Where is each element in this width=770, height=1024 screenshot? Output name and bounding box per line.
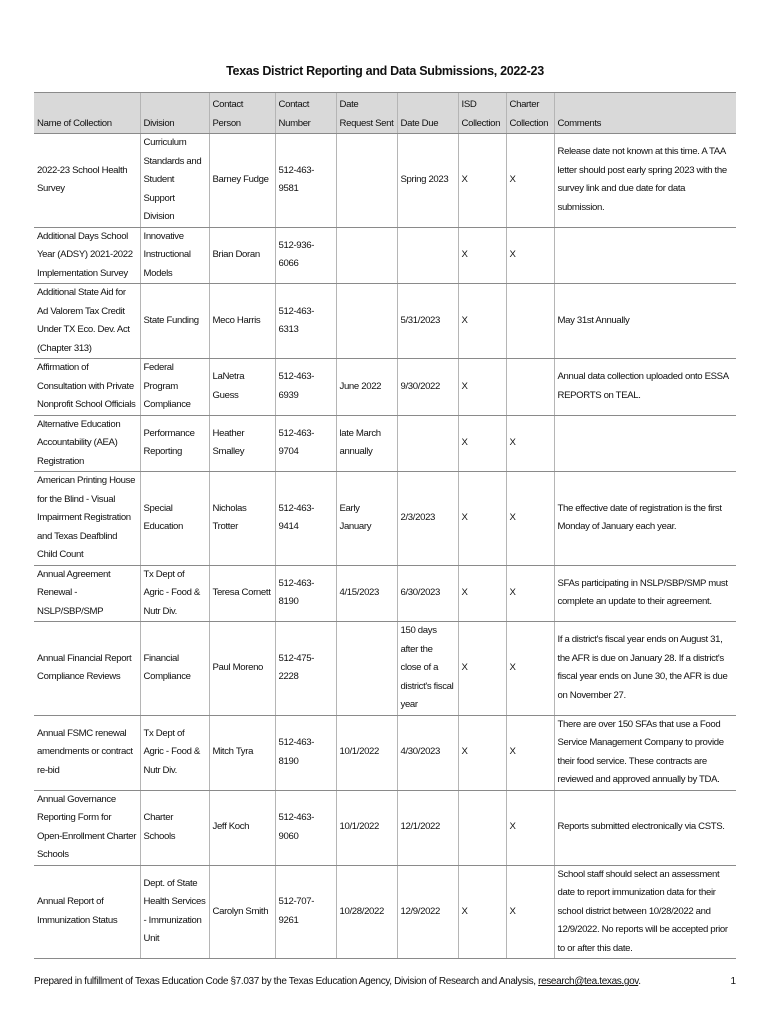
cell-name: Alternative Education Accountability (AEA) Registration [34,415,140,472]
cell-contact-number: 512-463-8190 [275,565,336,622]
cell-comments: Reports submitted electronically via CSTS. [554,790,736,865]
page-footer [34,976,736,987]
submissions-table [34,92,736,959]
table-row [34,359,736,416]
cell-division: Tx Dept of Agric - Food & Nutr Div. [140,715,209,790]
cell-comments: May 31st Annually [554,284,736,359]
cell-date-due [397,415,458,472]
cell-contact-person: Nicholas Trotter [209,472,275,566]
table-row [34,227,736,284]
cell-division: Charter Schools [140,790,209,865]
table-row [34,415,736,472]
cell-date-request-sent [336,227,397,284]
cell-contact-person: Mitch Tyra [209,715,275,790]
cell-contact-number: 512-463-6939 [275,359,336,416]
cell-division: Performance Reporting [140,415,209,472]
cell-date-request-sent: 10/1/2022 [336,715,397,790]
document-title: Texas District Reporting and Data Submissions, 2022-23 [226,64,544,78]
table-row [34,472,736,566]
cell-isd-collection [458,790,506,865]
cell-date-request-sent: June 2022 [336,359,397,416]
cell-contact-person: Brian Doran [209,227,275,284]
cell-name: Affirmation of Consultation with Private Nonprofit School Officials [34,359,140,416]
footer-end: . [638,976,641,987]
cell-charter-collection: X [506,227,554,284]
cell-date-request-sent: 10/1/2022 [336,790,397,865]
cell-contact-number: 512-707-9261 [275,865,336,959]
cell-date-request-sent: late March annually [336,415,397,472]
table-row [34,134,736,228]
cell-name: Annual FSMC renewal amendments or contract re-bid [34,715,140,790]
cell-isd-collection: X [458,359,506,416]
cell-date-request-sent: 10/28/2022 [336,865,397,959]
cell-charter-collection: X [506,415,554,472]
cell-contact-number: 512-475-2228 [275,622,336,716]
cell-date-due: 12/9/2022 [397,865,458,959]
cell-contact-number: 512-463-8190 [275,715,336,790]
header-isd-collection: ISD Collection [458,93,506,134]
cell-contact-person: Meco Harris [209,284,275,359]
cell-division: Special Education [140,472,209,566]
cell-contact-number: 512-463-6313 [275,284,336,359]
cell-contact-number: 512-463-9060 [275,790,336,865]
cell-isd-collection: X [458,622,506,716]
cell-contact-person: Paul Moreno [209,622,275,716]
cell-contact-person: Jeff Koch [209,790,275,865]
cell-comments: Release date not known at this time. A TAA letter should post early spring 2023 with the survey link and due date for data submission. [554,134,736,228]
table-row [34,790,736,865]
cell-contact-number: 512-463-9414 [275,472,336,566]
header-contact-person: Contact Person [209,93,275,134]
contact-email-link[interactable]: research@tea.texas.gov [538,976,639,987]
cell-contact-person: LaNetra Guess [209,359,275,416]
header-date-request-sent: Date Request Sent [336,93,397,134]
cell-isd-collection: X [458,415,506,472]
table-row [34,622,736,716]
cell-contact-person: Teresa Cornett [209,565,275,622]
cell-division: Innovative Instructional Models [140,227,209,284]
cell-isd-collection: X [458,284,506,359]
cell-charter-collection: X [506,790,554,865]
cell-date-request-sent: Early January [336,472,397,566]
cell-contact-person: Carolyn Smith [209,865,275,959]
cell-isd-collection: X [458,134,506,228]
cell-isd-collection: X [458,472,506,566]
cell-date-request-sent [336,622,397,716]
cell-division: Curriculum Standards and Student Support Division [140,134,209,228]
cell-name: 2022-23 School Health Survey [34,134,140,228]
cell-comments [554,415,736,472]
cell-contact-person: Heather Smalley [209,415,275,472]
header-date-due: Date Due [397,93,458,134]
cell-contact-number: 512-463-9704 [275,415,336,472]
cell-date-request-sent [336,134,397,228]
header-contact-number: Contact Number [275,93,336,134]
cell-charter-collection: X [506,134,554,228]
header-division: Division [140,93,209,134]
cell-comments: The effective date of registration is the first Monday of January each year. [554,472,736,566]
table-row [34,284,736,359]
table-row [34,865,736,959]
cell-date-due: 5/31/2023 [397,284,458,359]
cell-contact-number: 512-936-6066 [275,227,336,284]
cell-division: Tx Dept of Agric - Food & Nutr Div. [140,565,209,622]
cell-charter-collection: X [506,565,554,622]
cell-date-request-sent: 4/15/2023 [336,565,397,622]
cell-date-due: 4/30/2023 [397,715,458,790]
header-name-of-collection: Name of Collection [34,93,140,134]
cell-name: Additional Days School Year (ADSY) 2021-2022 Implementation Survey [34,227,140,284]
cell-charter-collection: X [506,622,554,716]
table-row [34,565,736,622]
cell-division: State Funding [140,284,209,359]
cell-date-due: 12/1/2022 [397,790,458,865]
cell-name: American Printing House for the Blind - Visual Impairment Registration and Texas Deafblind Child Count [34,472,140,566]
header-comments: Comments [554,93,736,134]
cell-comments: If a district's fiscal year ends on August 31, the AFR is due on January 28. If a district's fiscal year ends on June 30, the AFR is due on November 27. [554,622,736,716]
cell-name: Annual Report of Immunization Status [34,865,140,959]
cell-isd-collection: X [458,715,506,790]
cell-date-due: 150 days after the close of a district's fiscal year [397,622,458,716]
cell-charter-collection [506,284,554,359]
cell-name: Annual Financial Report Compliance Reviews [34,622,140,716]
page-number: 1 [730,976,736,987]
cell-isd-collection: X [458,227,506,284]
cell-date-due: 9/30/2022 [397,359,458,416]
cell-comments [554,227,736,284]
cell-date-due: 2/3/2023 [397,472,458,566]
cell-charter-collection [506,359,554,416]
table-row [34,715,736,790]
cell-division: Financial Compliance [140,622,209,716]
cell-name: Annual Governance Reporting Form for Open-Enrollment Charter Schools [34,790,140,865]
cell-date-due: 6/30/2023 [397,565,458,622]
cell-charter-collection: X [506,472,554,566]
cell-comments: School staff should select an assessment date to report immunization data for their school district between 10/28/2022 and 12/9/2022. No reports will be accepted prior to or after this date. [554,865,736,959]
cell-name: Additional State Aid for Ad Valorem Tax Credit Under TX Eco. Dev. Act (Chapter 313) [34,284,140,359]
cell-contact-person: Barney Fudge [209,134,275,228]
header-charter-collection: Charter Collection [506,93,554,134]
cell-comments: SFAs participating in NSLP/SBP/SMP must complete an update to their agreement. [554,565,736,622]
cell-isd-collection: X [458,565,506,622]
cell-charter-collection: X [506,715,554,790]
cell-contact-number: 512-463-9581 [275,134,336,228]
cell-division: Federal Program Compliance [140,359,209,416]
cell-date-due: Spring 2023 [397,134,458,228]
cell-isd-collection: X [458,865,506,959]
footer-text: Prepared in fulfillment of Texas Education Code §7.037 by the Texas Education Agency, Division of Research and Analysis, [34,976,539,987]
cell-division: Dept. of State Health Services - Immunization Unit [140,865,209,959]
cell-date-request-sent [336,284,397,359]
cell-charter-collection: X [506,865,554,959]
table-header-row [34,93,736,134]
cell-name: Annual Agreement Renewal - NSLP/SBP/SMP [34,565,140,622]
cell-date-due [397,227,458,284]
cell-comments: There are over 150 SFAs that use a Food Service Management Company to provide their food service. These contracts are reviewed and approved annually by TDA. [554,715,736,790]
cell-comments: Annual data collection uploaded onto ESSA REPORTS on TEAL. [554,359,736,416]
